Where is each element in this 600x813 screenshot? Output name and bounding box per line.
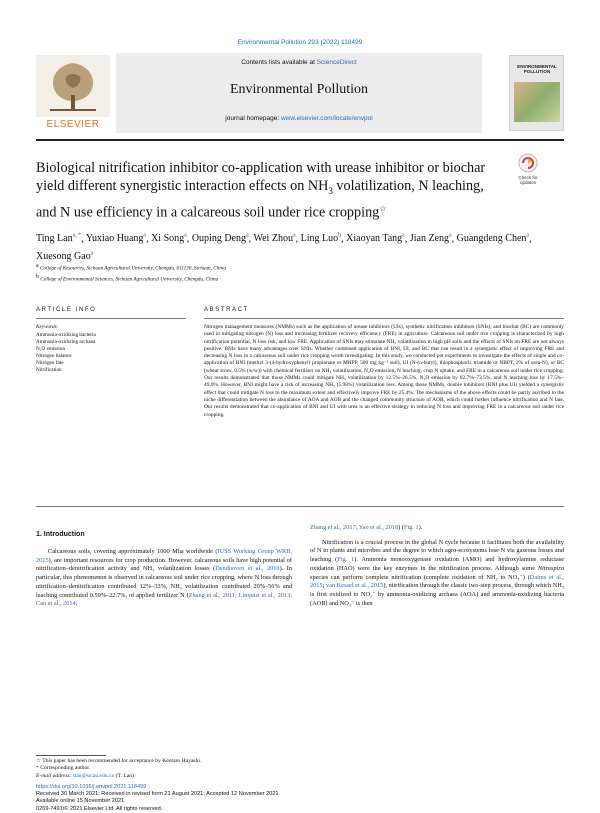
intro-left-column [36, 548, 292, 609]
introduction-heading: 1. Introduction [36, 531, 85, 538]
cover-title: ENVIRONMENTAL POLLUTION [517, 64, 557, 74]
article-info-rule [36, 318, 186, 319]
author[interactable]: Yuxiao Huang$^a$ [85, 233, 147, 245]
email-link[interactable]: tlan@sicau.edu.cn [73, 772, 115, 779]
sciencedirect-link[interactable]: ScienceDirect [316, 59, 357, 66]
journal-homepage: journal homepage: www.elsevier.com/locate/envpol [225, 115, 373, 122]
author[interactable]: Xuesong Gao$^a$ [36, 250, 94, 262]
fig1-link[interactable]: Fig. 1 [403, 524, 419, 531]
elsevier-tree-icon [36, 55, 110, 117]
citation-zhang-2017[interactable]: Zhang et al., 2017; Yao et al., 2018 [310, 524, 399, 531]
intro-paragraph-2: Nitrification is a crucial process in the global N cycle because it facilitates both the availability of N to plants and microbes and the degree to which agro-ecosystems lose N via gaseous losses and leaching (Fig. 1). Ammonia monooxygenase oxidation (AMO) and hydroxylamine reductase oxidation (HAO) were the key enzymes in the nitrification process. Although some Nitrospira species can perform complete nitrification (complete oxidation of NH₃ to NO₃⁻) (Daims et al., 2015; van Kessel et al., 2015), nitrification through the classic two-step process, through which NH₃ is first oxidized to NO₂⁻ by ammonia-oxidizing archaea (AOA) and ammonia-oxidizing bacteria (AOB) and NO₂⁻ is then [310, 538, 565, 607]
homepage-link[interactable]: www.elsevier.com/locate/envpol [280, 115, 373, 122]
contents-line: Contents lists available at ScienceDirect [241, 59, 357, 66]
keyword: Nitrogen fate [36, 360, 64, 366]
publisher-name: ELSEVIER [46, 119, 100, 130]
check-updates-label: Check for updates [518, 175, 538, 185]
article-title: Biological nitrification inhibitor co-application with urease inhibitor or biochar yield different synergistic interaction effects on $NH_3$ volatilization, N leaching, and N use efficiency in a calcareous soil under rice cropping☆ [36, 160, 486, 221]
intro-continuation: Zhang et al., 2017; Yao et al., 2018) (Fig. 1). [310, 524, 423, 531]
keyword: Ammonia-oxidizing archaea [36, 339, 96, 345]
fig1-link-2[interactable]: Fig. 1 [337, 556, 355, 564]
citation-daims[interactable]: Daims et al., 2015 [310, 573, 564, 590]
affiliation-a: $^a$ College of Resources, Sichuan Agricultural University, Chengdu, 611130, Sichuan, China [36, 263, 226, 272]
keywords-list [36, 332, 186, 374]
keyword: Nitrification [36, 367, 62, 373]
elsevier-logo[interactable] [36, 55, 110, 131]
affiliations [36, 262, 564, 283]
citation-zhang-2011[interactable]: Zhang et al., 2011; Linquist et al., 2013; Cao et al., 2014; [36, 591, 292, 608]
footnote-email: E-mail address: tlan@sicau.edu.cn (T. Lan). [36, 772, 136, 779]
abstract-bottom-rule [36, 506, 564, 507]
check-updates-icon [512, 153, 544, 175]
author[interactable]: Ouping Deng$^a$ [191, 233, 249, 245]
author[interactable]: Jian Zeng$^a$ [409, 233, 452, 245]
keyword: N₂O emission [36, 346, 66, 352]
journal-title[interactable]: Environmental Pollution [229, 82, 369, 97]
header-band [116, 53, 482, 133]
cover-image [514, 82, 560, 122]
author[interactable]: Xiaoyan Tang$^a$ [346, 233, 405, 245]
author[interactable]: Ting Lan$^{a, *}$ [36, 233, 82, 245]
footnote-rule [36, 755, 106, 756]
online-date: Available online 15 November 2021 [36, 798, 125, 805]
publication-info [36, 784, 436, 813]
citation-dendooven[interactable]: Dendooven et al., 2010 [215, 565, 280, 573]
intro-paragraph-1: Calcareous soils, covering approximately 1000 Mha worldwide (IUSS Working Group WRB, 2015), are important resources for crop production. However, calcareous soils have high potential of nitrification–denitrification activity and NH₃ volatilization losses (Dendooven et al., 2010). In particular, this phenomenon is observed in calcareous soil under rice cropping, where N loss through nitrification–denitrification contributed 12%–33%, NH₃ volatilization contributed 20%–56% and leaching contributed 0.59%–22.7%, of applied fertilizer N (Zhang et al., 2011; Linquist et al., 2013; Cao et al., 2014; [36, 548, 292, 608]
footnote-corresponding: * Corresponding author. [36, 765, 91, 772]
article-info-heading: ARTICLE INFO [36, 307, 97, 313]
check-for-updates-button[interactable] [512, 153, 544, 193]
doi-link[interactable]: https://doi.org/10.1016/j.envpol.2021.118499 [36, 784, 147, 790]
journal-header [36, 53, 564, 133]
intro-right-column [310, 524, 564, 608]
keyword: Ammonia-oxidizing bacteria [36, 332, 96, 338]
author[interactable]: Wei Zhou$^a$ [253, 233, 296, 245]
copyright: 0269-7491/© 2021 Elsevier Ltd. All rights reserved. [36, 805, 163, 812]
author[interactable]: Guangdeng Chen$^a$ [456, 233, 530, 245]
abstract-heading: ABSTRACT [204, 307, 249, 313]
footnote-star: ☆ This paper has been recommended for acceptance by Kentaro Hayashi. [36, 758, 202, 764]
journal-cover-thumbnail[interactable] [509, 55, 564, 131]
author[interactable]: Ling Luo$^b$ [300, 233, 342, 245]
citation-van-kessel[interactable]: van Kessel et al., 2015 [326, 582, 384, 590]
journal-reference[interactable]: Environmental Pollution 293 (2022) 118499 [237, 39, 363, 46]
author[interactable]: Xi Song$^a$ [151, 233, 187, 245]
keyword: Nitrogen balance [36, 353, 72, 359]
abstract-rule [204, 318, 564, 319]
author-list: Ting Lan$^{a, *}$, Yuxiao Huang$^a$, Xi Song$^a$, Ouping Deng$^a$, Wei Zhou$^a$, Ling Luo$^b$, Xiaoyan Tang$^a$, Jian Zeng$^a$, Guangdeng Chen$^a$, Xuesong Gao$^a$ [36, 233, 532, 262]
citation-iuss[interactable]: IUSS Working Group WRB, 2015 [36, 548, 292, 564]
footnotes [36, 758, 336, 780]
abstract-text: Nitrogen management measures (NMMs) such as the application of urease inhibitors (UIs), synthetic nitrification inhibitors (SNIs), and biochar (BC) are commonly used in mitigating nitrogen (N) loss and increasing fertilizer recovery efficiency (FRE) in agriculture. Calcareous soil under rice cropping is characterized by high nitrification potential, N loss risk, and low FRE. Application of SNIs may stimulate NH₃ volatilization in high pH soils and the effects of SNIs on FRE are not always positive. BNIs have many advantages over SNIs. Whether combined application of BNI, UI, and BC that can result in a synergistic effect of improving FRE and decreasing N loss in a calcareous soil under rice cropping worth investigating. In this study, we conducted pot experiments to investigate the effects of single and co-application of BNI (methyl 3-(4-hydroxyphenyl) propionate or MHPP, 500 mg kg⁻¹ soil), UI (N-(n-butyl), thiophosphoric triamide or NBPT, 2% of urea-N), or BC (wheat straw, 0.5% (w/w)) with chemical fertilizer on NH₃ volatilization, N₂O emission, N leaching, crop N uptake, and FRE in a calcareous soil under rice cropping. Our results demonstrated that those NMMs could mitigate NH₃ volatilization by 12.5%–26.5%, N₂O emission by 62.7%–73.5%, and N leaching loss by 17.5%–49.0%. However, BNI might have a risk of increasing NH₃ (5.98%) volatilization loss. Among those NMMs, double inhibitors (BNI plus UI) yielded a synergistic effect that could mitigate N loss to the maximum extent and effectively improve FRE by 25.4%. The mechanisms of the above effects could be partly ascribed to the niche differentiation between the abundance of AOA and AOB and the changed community structure of AOB, which could further influence nitrification and N fate. Our results demonstrated that co-application of BNI and UI with urea is an effective strategy in reducing N loss and improving FRE in a calcareous soil under rice cropping. [204, 324, 564, 418]
affiliation-b: $^b$ College of Environmental Sciences, Sichuan Agricultural University, Chengdu, China [36, 273, 219, 283]
received-dates: Received 30 March 2021; Received in revised form 21 August 2021; Accepted 12 November 2021 [36, 791, 279, 798]
keywords-heading: Keywords: [36, 324, 59, 330]
header-divider [36, 139, 564, 141]
